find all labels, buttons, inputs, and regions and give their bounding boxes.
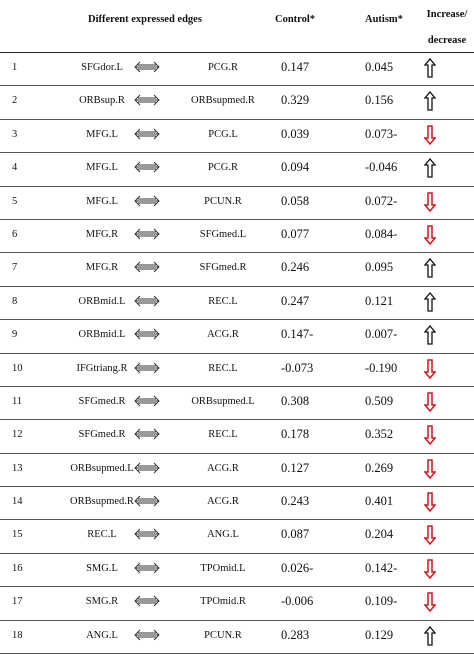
down-arrow-icon [424,425,436,445]
down-arrow-icon [424,125,436,145]
edge-to: PCUN.R [204,629,242,641]
table-row [0,454,474,487]
row-number: 8 [12,295,18,307]
table-row [0,253,474,286]
edge-to: REC.L [208,429,238,441]
autism-value: 0.095 [365,260,394,275]
double-arrow-icon [134,561,160,575]
up-arrow-icon [424,626,436,646]
edge-from: SMG.R [85,596,119,608]
row-number: 9 [12,329,18,341]
table-header [0,0,474,53]
control-value: -0.006 [281,594,314,609]
down-arrow-icon [424,459,436,479]
table-body [0,53,474,654]
table-row [0,287,474,320]
header-change: Increase/ decrease [426,9,468,46]
row-number: 18 [12,629,23,641]
edge-to: PCUN.R [204,195,242,207]
control-value: 0.077 [281,226,310,241]
table-row [0,621,474,654]
double-arrow-icon [134,127,160,141]
control-value: 0.094 [281,160,310,175]
control-value: 0.308 [281,393,310,408]
row-number: 14 [12,496,23,508]
row-number: 12 [12,429,23,441]
autism-value: 0.045 [365,60,394,74]
down-arrow-icon [424,359,436,379]
table-row [0,187,474,220]
control-value: 0.283 [281,627,310,642]
row-number: 4 [12,162,18,174]
table-row [0,387,474,420]
edge-to: PCG.R [207,162,239,174]
up-arrow-icon [424,258,436,278]
edge-from: REC.L [87,529,117,541]
down-arrow-icon [424,525,436,545]
autism-value: 0.109- [365,594,398,609]
table-row [0,320,474,353]
row-number: 3 [12,128,18,140]
edge-from: MFG.R [85,262,119,274]
table-row [0,554,474,587]
autism-value: -0.190 [365,360,398,375]
double-arrow-icon [134,260,160,274]
edge-from: MFG.L [86,162,118,174]
autism-value: 0.084- [365,226,398,241]
up-arrow-icon [424,325,436,345]
edge-to: ORBsupmed.R [191,95,255,107]
row-number: 11 [12,395,23,407]
control-value: 0.127 [281,460,310,475]
double-arrow-icon [134,394,160,408]
edge-from: MFG.L [86,195,118,207]
double-arrow-icon [134,594,160,608]
table-row [0,420,474,453]
double-arrow-icon [134,628,160,642]
edge-from: SFGmed.R [78,429,126,441]
control-value: 0.247 [281,293,310,308]
table-row [0,120,474,153]
edge-from: ORBmid.L [78,329,126,341]
edge-to: ACG.R [207,329,239,341]
row-number: 5 [12,195,18,207]
autism-value: 0.509 [365,393,394,408]
up-arrow-icon [424,58,436,78]
autism-value: 0.072- [365,193,398,208]
up-arrow-icon [424,292,436,312]
double-arrow-icon [134,160,160,174]
double-arrow-icon [134,327,160,341]
autism-value: 0.073- [365,126,398,141]
edge-to: REC.L [208,295,238,307]
edge-from: ORBsup.R [79,95,125,107]
edge-from: ANG.L [86,629,118,641]
autism-value: 0.121 [365,293,394,308]
control-value: 0.178 [281,427,310,442]
edge-from: ORBmid.L [78,295,126,307]
edge-from: ORBsupmed.L [70,462,134,474]
table-row [0,53,474,86]
double-arrow-icon [134,60,160,74]
control-value: -0.073 [281,360,314,375]
row-number: 1 [12,62,18,73]
edge-from: ORBsupmed.R [70,496,134,508]
double-arrow-icon [134,494,160,508]
double-arrow-icon [134,194,160,208]
down-arrow-icon [424,559,436,579]
table-row [0,587,474,620]
row-number: 16 [12,562,23,574]
down-arrow-icon [424,592,436,612]
control-value: 0.087 [281,527,310,542]
edge-to: TPOmid.L [200,562,246,574]
edge-to: REC.L [208,362,238,374]
control-value: 0.246 [281,260,310,275]
control-value: 0.026- [281,560,314,575]
up-arrow-icon [424,91,436,111]
double-arrow-icon [134,427,160,441]
autism-value: 0.269 [365,460,394,475]
down-arrow-icon [424,392,436,412]
row-number: 6 [12,228,18,240]
control-value: 0.147 [281,60,310,74]
row-number: 17 [12,596,23,608]
header-edges: Different expressed edges [88,14,202,25]
control-value: 0.039 [281,126,310,141]
autism-value: 0.401 [365,494,394,509]
table-row [0,354,474,387]
autism-value: 0.352 [365,427,394,442]
row-number: 10 [12,362,23,374]
down-arrow-icon [424,492,436,512]
double-arrow-icon [134,527,160,541]
edge-to: PCG.L [208,128,238,140]
edge-to: SFGmed.L [199,228,247,240]
edge-from: MFG.R [85,228,119,240]
control-value: 0.147- [281,327,314,342]
autism-value: 0.142- [365,560,398,575]
autism-value: 0.129 [365,627,394,642]
edge-to: TPOmid.R [200,596,246,608]
double-arrow-icon [134,461,160,475]
autism-value: 0.204 [365,527,394,542]
control-value: 0.329 [281,93,310,108]
row-number: 15 [12,529,23,541]
row-number: 2 [12,95,18,107]
autism-value: -0.046 [365,160,398,175]
header-autism: Autism* [365,14,403,25]
table-row [0,86,474,119]
down-arrow-icon [424,225,436,245]
double-arrow-icon [134,93,160,107]
double-arrow-icon [134,361,160,375]
edge-from: IFGtriang.R [76,362,128,374]
up-arrow-icon [424,158,436,178]
down-arrow-icon [424,192,436,212]
table-row [0,220,474,253]
edge-to: SFGmed.R [199,262,247,274]
double-arrow-icon [134,227,160,241]
table-row [0,487,474,520]
edge-to: ACG.R [207,462,239,474]
table-row [0,520,474,553]
edge-from: SMG.L [86,562,118,574]
row-number: 7 [12,262,18,274]
edge-from: SFGdor.L [81,62,123,73]
edge-to: ORBsupmed.L [191,395,255,407]
edge-to: ANG.L [207,529,239,541]
control-value: 0.058 [281,193,310,208]
autism-value: 0.156 [365,93,394,108]
table-row [0,153,474,186]
autism-value: 0.007- [365,327,398,342]
edge-to: ACG.R [207,496,239,508]
edge-from: SFGmed.R [78,395,126,407]
header-control: Control* [275,14,316,25]
edge-from: MFG.L [86,128,118,140]
control-value: 0.243 [281,494,310,509]
row-number: 13 [12,462,23,474]
double-arrow-icon [134,294,160,308]
edge-to: PCG.R [207,62,239,73]
